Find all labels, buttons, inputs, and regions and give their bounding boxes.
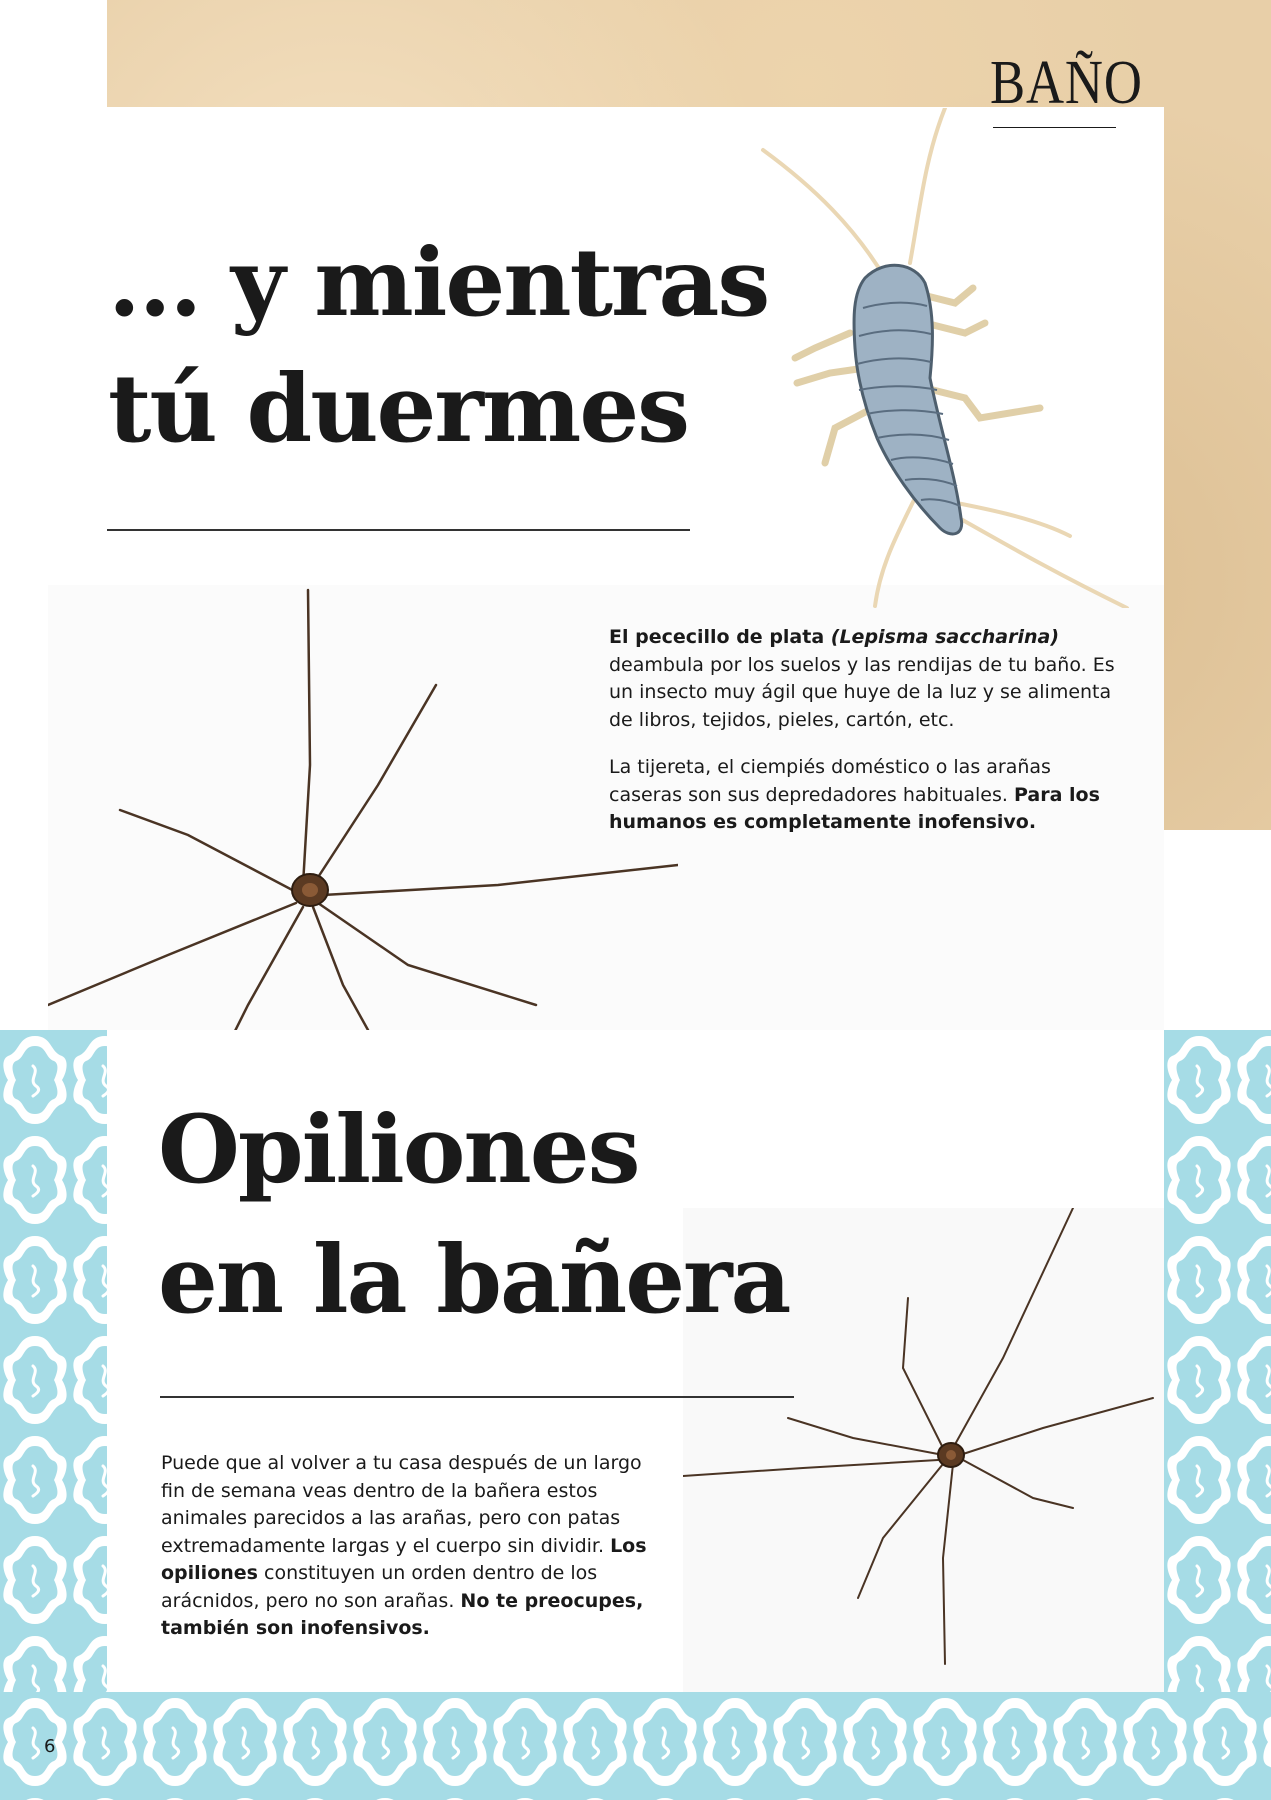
article-heading-1 <box>108 220 768 472</box>
paragraph-text: constituyen un orden dentro de los arácnidos, pero no son arañas. <box>161 1562 598 1612</box>
paragraph-text: La tijereta, el ciempiés doméstico o las arañas caseras son sus depredadores habituales. <box>609 756 1051 806</box>
paragraph-text: deambula por los suelos y las rendijas de tu baño. Es un insecto muy ágil que huye de la luz y se alimenta de libros, tejidos, pieles, cartón, etc. <box>609 653 1115 731</box>
bold-text: Los opiliones <box>161 1534 647 1584</box>
bold-text: Para los humanos es completamente inofensivo. <box>609 783 1100 833</box>
tile-pattern-right <box>1164 1030 1271 1800</box>
bold-text: El pececillo de plata <box>609 626 831 648</box>
heading-rule <box>160 1396 794 1398</box>
heading-line: Opiliones <box>158 1095 639 1205</box>
heading-rule <box>107 529 690 531</box>
tile-pattern-bottom <box>0 1692 1271 1800</box>
bold-text: No te preocupes, también son inofensivos. <box>161 1589 644 1639</box>
heading-line: ... y mientras <box>108 228 769 338</box>
paragraph-text: Puede que al volver a tu casa después de un largo fin de semana veas dentro de la bañera estos animales parecidos a las arañas, pero con patas extremadamente largas y el cuerpo sin dividir. <box>161 1452 642 1557</box>
article-paragraph <box>609 754 1129 837</box>
section-title: BAÑO <box>990 49 1143 117</box>
article-paragraph <box>609 624 1129 734</box>
heading-line: tú duermes <box>108 354 689 464</box>
article-heading-2 <box>158 1085 789 1345</box>
tile-pattern-left <box>0 1030 107 1800</box>
article-paragraph <box>161 1450 651 1643</box>
heading-line: en la bañera <box>158 1225 790 1335</box>
silverfish-illustration <box>755 108 1135 608</box>
harvestman-photo-large <box>48 585 678 1030</box>
scientific-name: (Lepisma saccharina) <box>830 626 1060 648</box>
page-number: 6 <box>44 1736 56 1757</box>
